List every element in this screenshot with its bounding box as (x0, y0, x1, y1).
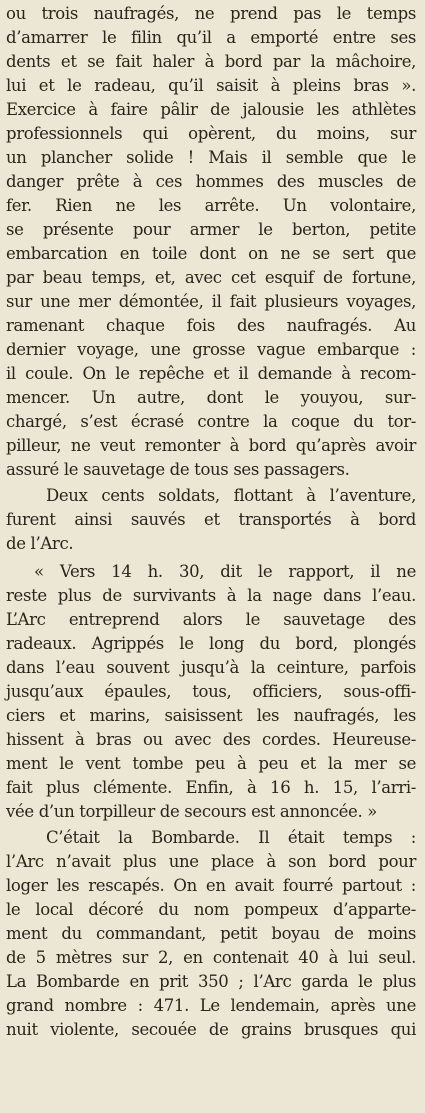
text-line: sur une mer démontée, il fait plusieurs voyages, (6, 292, 416, 311)
text-line: radeaux. Agrippés le long du bord, plongés (6, 634, 416, 653)
text-line: nuit violente, secouée de grains brusques qui (6, 1020, 416, 1039)
text-line: ramenant chaque fois des naufragés. Au (6, 316, 416, 335)
text-line: fait plus clémente. Enfin, à 16 h. 15, l’arri- (6, 778, 416, 797)
text-line: d’amarrer le filin qu’il a emporté entre ses (6, 28, 416, 47)
text-line: embarcation en toile dont on ne se sert que (6, 244, 416, 263)
text-line: mencer. Un autre, dont le youyou, sur- (6, 388, 416, 407)
text-line: dents et se fait haler à bord par la mâchoire, (6, 52, 416, 71)
text-line: ment le vent tombe peu à peu et la mer se (6, 754, 416, 773)
text-line: danger prête à ces hommes des muscles de (6, 172, 416, 191)
text-line: de l’Arc. (6, 534, 74, 553)
text-line: par beau temps, et, avec cet esquif de fortune, (6, 268, 416, 287)
text-line: grand nombre : 471. Le lendemain, après une (6, 996, 416, 1015)
text-line: dans l’eau souvent jusqu’à la ceinture, parfois (6, 658, 416, 677)
text-line: reste plus de survivants à la nage dans l’eau. (6, 586, 416, 605)
text-line: le local décoré du nom pompeux d’apparte- (6, 900, 416, 919)
text-line: ou trois naufragés, ne prend pas le temps (6, 4, 416, 23)
paragraph-first-line: « Vers 14 h. 30, dit le rapport, il ne (34, 562, 416, 581)
text-line: l’Arc n’avait plus une place à son bord pour (6, 852, 416, 871)
text-line: se présente pour armer le berton, petite (6, 220, 416, 239)
text-line: vée d’un torpilleur de secours est annoncée. » (6, 802, 377, 821)
text-line: fer. Rien ne les arrête. Un volontaire, (6, 196, 416, 215)
text-line: Exercice à faire pâlir de jalousie les athlètes (6, 100, 416, 119)
text-line: un plancher solide ! Mais il semble que le (6, 148, 416, 167)
text-line: il coule. On le repêche et il demande à recom- (6, 364, 416, 383)
text-line: dernier voyage, une grosse vague embarque : (6, 340, 416, 359)
text-line: pilleur, ne veut remonter à bord qu’après avoir (6, 436, 416, 455)
text-line: ciers et marins, saisissent les naufragés, les (6, 706, 416, 725)
text-line: La Bombarde en prit 350 ; l’Arc garda le plus (6, 972, 416, 991)
text-line: de 5 mètres sur 2, en contenait 40 à lui seul. (6, 948, 416, 967)
paragraph-first-line: Deux cents soldats, flottant à l’aventure, (46, 486, 416, 505)
text-line: jusqu’aux épaules, tous, officiers, sous-offi- (6, 682, 416, 701)
text-line: ment du commandant, petit boyau de moins (6, 924, 416, 943)
paragraph-first-line: C’était la Bombarde. Il était temps : (46, 828, 416, 847)
text-line: loger les rescapés. On en avait fourré partout : (6, 876, 416, 895)
text-line: professionnels qui opèrent, du moins, sur (6, 124, 416, 143)
text-line: lui et le radeau, qu’il saisit à pleins bras ». (6, 76, 416, 95)
text-line: furent ainsi sauvés et transportés à bord (6, 510, 416, 529)
text-line: chargé, s’est écrasé contre la coque du tor- (6, 412, 416, 431)
text-line: hissent à bras ou avec des cordes. Heureuse- (6, 730, 416, 749)
text-line: assuré le sauvetage de tous ses passagers. (6, 460, 350, 479)
text-line: L’Arc entreprend alors le sauvetage des (6, 610, 416, 629)
